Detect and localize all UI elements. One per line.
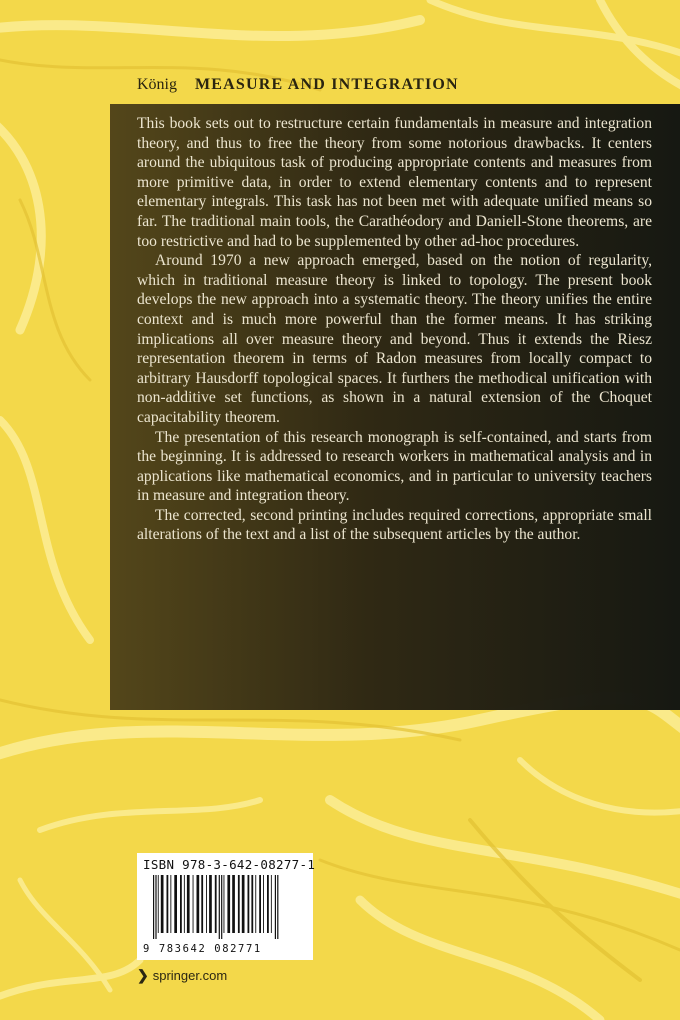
publisher-url: springer.com [152, 967, 228, 983]
barcode-bar [242, 875, 245, 933]
barcode-bar [263, 875, 264, 933]
barcode-bar [158, 875, 159, 933]
barcode-bar [167, 875, 169, 933]
barcode-bar [238, 875, 240, 933]
author-name: König [137, 76, 177, 93]
barcode-bar [251, 875, 253, 933]
isbn-label: ISBN 978-3-642-08277-1 [143, 857, 316, 872]
barcode-bar [232, 875, 235, 933]
blurb-paragraph: The corrected, second printing includes required corrections, appropriate small alterations of the text and a list of the subsequent articles by the author. [137, 506, 652, 544]
barcode-bar [170, 875, 171, 933]
barcode-bar [180, 875, 182, 933]
barcode-digits: 9 783642 082771 [143, 943, 262, 955]
blurb-paragraph: The presentation of this research monograph is self-contained, and starts from the beginning. It is addressed to research workers in mathematical analysis and in applications like mathematical economics, and in particular to university teachers in measure and integration theory. [137, 428, 652, 505]
barcode-bar [219, 875, 220, 939]
barcode-bar [161, 875, 164, 933]
barcode-bar [224, 875, 225, 933]
barcode-bar [259, 875, 261, 933]
barcode-bar [277, 875, 278, 939]
barcode-bar [275, 875, 276, 939]
blurb-paragraph: Around 1970 a new approach emerged, based on the notion of regularity, which in traditional measure theory is linked to topology. The present book develops the new approach into a systematic theory. The theory unifies the entire context and is much more powerful than the former means. It has striking implications all over measure theory and beyond. Thus it extends the Riesz representation theorem in terms of Radon measures from locally compact to arbitrary Hausdorff topological spaces. It furthers the methodical unification with non-additive set functions, as shown in a natural extension of the Choquet capacitability theorem. [137, 252, 652, 426]
barcode-bar [153, 875, 154, 939]
barcode-bar [267, 875, 269, 933]
publisher-link[interactable] [137, 966, 227, 984]
barcode-bar [271, 875, 272, 933]
isbn-barcode [137, 853, 316, 960]
barcode-bar [174, 875, 177, 933]
barcode-bar [221, 875, 222, 939]
barcode-bar [197, 875, 200, 933]
barcode-bar [206, 875, 207, 933]
barcode-bar [155, 875, 156, 939]
barcode-bars [151, 875, 301, 939]
blurb-panel [110, 104, 680, 710]
barcode-bar [227, 875, 230, 933]
barcode-bar [248, 875, 250, 933]
blurb-paragraph: This book sets out to restructure certain fundamentals in measure and integration theory, and thus to free the theory from some notorious drawbacks. It centers around the ubiquitous task of producing appropriate contents and measures from more primitive data, in order to extend elementary contents and to represent elementary integrals. This task has not been met with adequate unified means so far. The traditional main tools, the Carathéodory and Daniell-Stone theorems, are too restrictive and had to be supplemented by other ad-hoc procedures. [137, 115, 652, 250]
barcode-bar [255, 875, 256, 933]
barcode-bar [209, 875, 212, 933]
chevron-right-icon: ❯ [137, 966, 149, 983]
barcode-bar [215, 875, 217, 933]
barcode-bar [201, 875, 203, 933]
barcode-bar [184, 875, 185, 933]
barcode-bar [193, 875, 194, 933]
book-title: MEASURE AND INTEGRATION [195, 76, 459, 93]
barcode-bar [187, 875, 190, 933]
cover-header [137, 76, 459, 98]
